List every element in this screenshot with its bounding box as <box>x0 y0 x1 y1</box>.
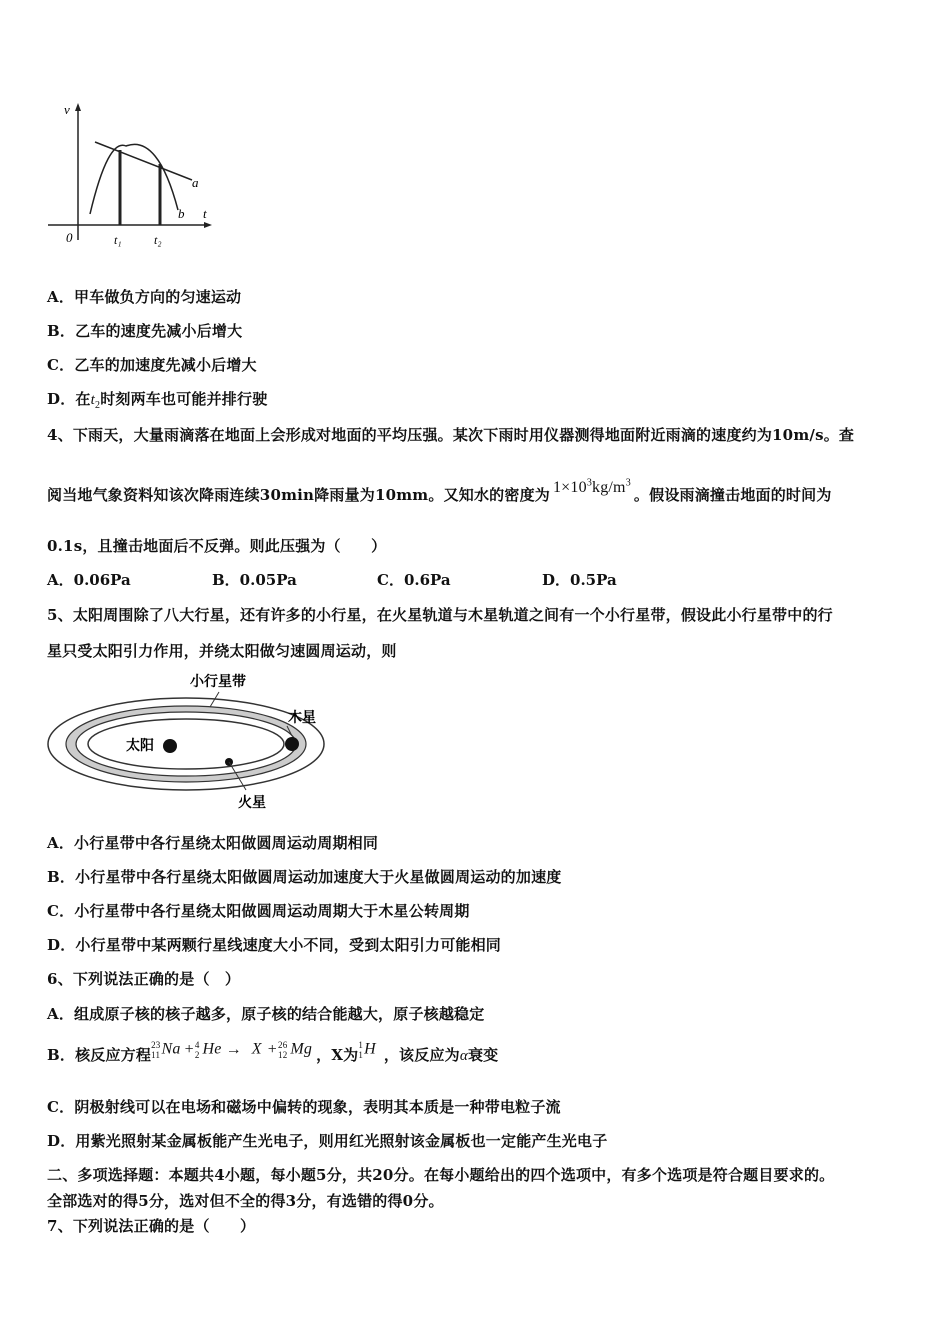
q3-option-d-sub: 2 <box>94 400 101 411</box>
q5-stem-line2: 星只受太阳引力作用，并绕太阳做匀速圆周运动，则 <box>47 642 397 660</box>
q6-option-a: A．组成原子核的核子越多，原子核的结合能越大，原子核越稳定 <box>47 1005 485 1023</box>
na-symbol: Na <box>161 1041 181 1058</box>
he-nuclide-numbers <box>195 1040 200 1060</box>
b-label: b <box>178 206 185 221</box>
na-mass: 23 <box>151 1040 161 1051</box>
arrow: → <box>225 1041 242 1058</box>
origin-label: 0 <box>66 230 73 245</box>
q6-option-b <box>47 1040 499 1066</box>
q3-option-a: A．甲车做负方向的匀速运动 <box>47 288 242 306</box>
q5-option-d: D．小行星带中某两颗行星线速度大小不同，受到太阳引力可能相同 <box>47 936 502 954</box>
q6-option-b-post-pre: ，该反应为 <box>383 1046 460 1064</box>
na-num: 11 <box>151 1050 161 1061</box>
q3-option-d-pre: D．在 <box>47 390 91 408</box>
q4-stem-line1: 4、下雨天，大量雨滴落在地面上会形成对地面的平均压强。某次下雨时用仪器测得地面附近雨滴的速度约为10m/s。查 <box>47 426 855 444</box>
q4-option-b: B．0.05Pa <box>212 571 297 589</box>
section2-line1: 二、多项选择题：本题共4小题，每小题5分，共20分。在每小题给出的四个选项中，有多个选项是符合题目要求的。 <box>47 1166 835 1184</box>
he-num: 2 <box>194 1050 200 1061</box>
q3-option-d-var: t <box>90 392 95 408</box>
q6-option-d: D．用紫光照射某金属板能产生光电子，则用红光照射该金属板也一定能产生光电子 <box>47 1132 608 1150</box>
q4-option-c: C．0.6Pa <box>377 571 451 589</box>
mars-label: 火星 <box>238 795 266 811</box>
q6-stem: 6、下列说法正确的是（ ） <box>47 970 241 988</box>
na-nuclide-numbers <box>151 1040 160 1060</box>
q3-option-d <box>47 388 267 411</box>
belt-label: 小行星带 <box>190 674 246 690</box>
q4-density <box>553 479 631 496</box>
x-symbol: X <box>251 1041 262 1058</box>
vt-graph <box>40 100 220 250</box>
mg-mass: 26 <box>278 1040 288 1051</box>
q4-density-unit: kg/m <box>592 479 626 496</box>
v-axis-arrow <box>75 103 81 111</box>
q6-option-b-pre: B．核反应方程 <box>47 1046 152 1064</box>
q4-density-base: 1×10 <box>552 479 587 496</box>
mg-nuclide-numbers <box>278 1040 287 1060</box>
q4-option-a: A．0.06Pa <box>47 571 131 589</box>
mg-num: 12 <box>278 1050 288 1061</box>
q6-option-b-mid: ，X为 <box>316 1046 359 1064</box>
asteroid-belt-diagram <box>44 666 334 816</box>
plus-2: + <box>267 1041 277 1058</box>
v-label: v <box>64 102 70 117</box>
q7-stem: 7、下列说法正确的是（ ） <box>47 1217 256 1235</box>
mg-symbol: Mg <box>290 1041 313 1058</box>
alpha-symbol: α <box>459 1048 468 1064</box>
q4-stem-line3: 0.1s，且撞击地面后不反弹。则此压强为（ ） <box>47 537 387 555</box>
t-label: t <box>203 206 207 221</box>
q3-option-b: B．乙车的速度先减小后增大 <box>47 322 243 340</box>
he-mass: 4 <box>194 1040 200 1051</box>
q5-option-a: A．小行星带中各行星绕太阳做圆周运动周期相同 <box>47 834 379 852</box>
curve-b <box>90 144 178 214</box>
a-label: a <box>192 175 199 190</box>
h-nuclide-numbers <box>358 1040 363 1060</box>
jupiter <box>285 737 299 751</box>
section2-line2: 全部选对的得5分，选对但不全的得3分，有选错的得0分。 <box>47 1192 444 1210</box>
line-a <box>95 142 192 180</box>
he-symbol: He <box>202 1041 222 1058</box>
h-symbol: H <box>364 1041 376 1058</box>
q3-option-d-post: 时刻两车也可能并排行驶 <box>100 390 268 408</box>
jupiter-label: 木星 <box>288 710 316 726</box>
h-mass: 1 <box>358 1040 364 1051</box>
q4-density-unit-exp: 3 <box>625 477 631 489</box>
plus-1: + <box>184 1041 194 1058</box>
h-nuclide <box>358 1040 375 1060</box>
q5-option-b: B．小行星带中各行星绕太阳做圆周运动加速度大于火星做圆周运动的加速度 <box>47 868 562 886</box>
q4-option-d: D．0.5Pa <box>542 571 617 589</box>
q5-stem-line1: 5、太阳周围除了八大行星，还有许多的小行星，在火星轨道与木星轨道之间有一个小行星带，假设此小行星带中的行 <box>47 606 833 624</box>
sun-label: 太阳 <box>126 738 154 754</box>
nuclear-equation <box>151 1040 312 1060</box>
h-num: 1 <box>358 1050 364 1061</box>
q4-stem-line2-pre: 阅当地气象资料知该次降雨连续30min降雨量为10mm。又知水的密度为 <box>47 486 550 504</box>
q5-option-c: C．小行星带中各行星绕太阳做圆周运动周期大于木星公转周期 <box>47 902 470 920</box>
sun <box>163 739 177 753</box>
asteroid-belt-inner-edge <box>76 712 296 776</box>
q4-stem-line2 <box>47 477 832 505</box>
t1-label: t₁ <box>114 233 122 247</box>
q3-option-c: C．乙车的加速度先减小后增大 <box>47 356 257 374</box>
q6-option-b-post: 衰变 <box>467 1046 499 1064</box>
q4-density-exp: 3 <box>586 477 593 489</box>
q4-stem-line2-post: 。假设雨滴撞击地面的时间为 <box>633 486 832 504</box>
t-axis-arrow <box>204 222 212 228</box>
q6-option-c: C．阴极射线可以在电场和磁场中偏转的现象，表明其本质是一种带电粒子流 <box>47 1098 561 1116</box>
t2-label: t₂ <box>154 233 162 247</box>
